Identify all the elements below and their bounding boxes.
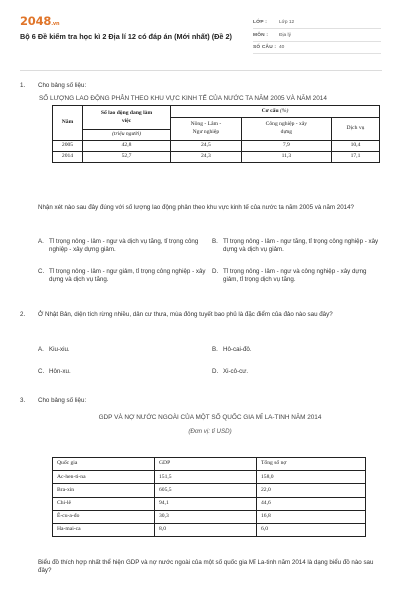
meta-label: SỐ CÂU : [253,45,277,51]
col-header-structure-label: Cơ cấu [261,107,279,114]
question-2 [20,311,382,386]
cell-gdp: 605,5 [155,484,257,497]
option-letter: D. [212,268,219,275]
cell-labor: 52,7 [83,152,171,163]
gdp-debt-table [52,457,366,537]
cell-debt: 158,0 [257,471,366,484]
option-letter: C. [38,268,45,275]
col-header-country: Quốc gia [53,458,155,471]
col-header-structure [171,106,380,118]
meta-panel [253,16,381,54]
cell-country: Ac-hen-ti-na [53,471,155,484]
col-header-industry [241,118,331,141]
meta-row-subject [253,29,381,42]
option-d[interactable] [212,368,382,376]
table-unit: (Đơn vị: tỉ USD) [188,428,232,435]
col-header-labor-unit: (triệu người) [83,130,171,141]
question-stem: Cho bảng số liệu: [38,397,87,404]
option-a[interactable] [38,346,208,354]
option-b[interactable] [212,238,382,255]
question-body [38,397,382,575]
table-row [53,497,366,510]
cell-debt: 22,0 [257,484,366,497]
cell-industry: 11,3 [241,152,331,163]
meta-label: LỚP : [253,19,268,25]
cell-labor: 42,8 [83,141,171,152]
col-header-service: Dịch vụ [331,118,379,141]
table-row [53,484,366,497]
cell-industry: 7,9 [241,141,331,152]
option-a[interactable] [38,238,208,255]
meta-row-count [253,42,381,55]
option-text: Tỉ trọng nông - lâm - ngư tăng, tỉ trọng công nghiệp - xây dựng và dịch vụ giảm. [223,238,379,254]
col-header-labor [83,106,171,130]
question-number: 2. [20,311,26,318]
option-letter: B. [212,238,218,245]
meta-row-class [253,16,381,29]
cell-service: 17,1 [331,152,379,163]
option-text: Tỉ trọng nông - lâm - ngư và công nghiệp - xây dựng giảm, tỉ trọng dịch vụ tăng. [223,268,367,284]
cell-service: 10,4 [331,141,379,152]
option-text: Xi-cô-cư. [223,368,249,375]
col-header-agri-line1: Nông - Lâm - [190,121,222,128]
question-body [38,82,382,284]
option-text: Hôn-xu. [49,368,71,375]
question-number: 1. [20,82,26,89]
option-letter: B. [212,346,218,353]
option-letter: D. [212,368,219,375]
option-c[interactable] [38,368,208,376]
table-title: GDP VÀ NỢ NƯỚC NGOÀI CỦA MỘT SỐ QUỐC GIA MĨ LA-TINH NĂM 2014 [98,414,322,422]
cell-year: 2005 [53,141,83,152]
table-header-row [53,458,366,471]
table-row [53,152,380,163]
cell-debt: 44,6 [257,497,366,510]
col-header-gdp: GDP [155,458,257,471]
cell-gdp: 94,1 [155,497,257,510]
meta-value: Lớp 12 [279,19,295,25]
question-text: Biểu đồ thích hợp nhất thể hiện GDP và nợ nước ngoài của một số quốc gia Mĩ La-tinh năm 2014 là dạng biểu đồ nào sau đây? [38,559,374,575]
question-1 [20,82,382,302]
cell-debt: 6,0 [257,523,366,536]
labor-table [52,105,380,163]
question-number: 3. [20,397,26,404]
cell-gdp: 30,3 [155,510,257,523]
question-3 [20,397,382,600]
cell-gdp: 8,0 [155,523,257,536]
cell-debt: 16,8 [257,510,366,523]
col-header-industry-line2: dựng [280,129,293,135]
option-letter: A. [38,238,44,245]
option-d[interactable] [212,268,382,285]
table-row [53,510,366,523]
cell-country: Ha-mai-ca [53,523,155,536]
question-stem: Ở Nhật Bản, diện tích rừng nhiều, dân cư thưa, mùa đông tuyết bao phủ là đặc điểm của đảo nào sau đây? [38,311,333,318]
question-stem: Cho bảng số liệu: [38,82,87,89]
table-row [53,471,366,484]
logo-tld: .vn [51,21,60,27]
option-text: Tỉ trọng nông - lâm - ngư giảm, tỉ trọng công nghiệp - xây dựng và dịch vụ tăng. [49,268,206,284]
col-header-agri-line2: Ngư nghiệp [192,129,220,135]
logo-main: 2048 [20,14,52,28]
option-b[interactable] [212,346,382,354]
cell-country: Bra-xin [53,484,155,497]
cell-gdp: 151,5 [155,471,257,484]
col-header-labor-line2: việc [121,117,132,124]
cell-country: Ê-cu-a-đo [53,510,155,523]
meta-value: 40 [279,45,285,51]
option-letter: C. [38,368,45,375]
cell-country: Chi-lê [53,497,155,510]
page-title: Bộ 6 Đề kiểm tra học kì 2 Địa lí 12 có đáp án (Mới nhất) (Đề 2) [20,32,232,41]
col-header-debt: Tổng số nợ [257,458,366,471]
option-text: Tỉ trọng nông - lâm - ngư và dịch vụ tăng, tỉ trọng công nghiệp - xây dựng giảm. [49,238,199,254]
meta-value: Địa lý [279,32,291,38]
col-header-industry-line1: Công nghiệp - xây [265,121,308,128]
option-letter: A. [38,346,44,353]
col-header-year: Năm [53,106,83,141]
question-body [38,311,382,375]
col-header-structure-unit: (%) [279,107,289,114]
cell-year: 2014 [53,152,83,163]
table-row [53,523,366,536]
meta-label: MÔN : [253,32,269,38]
table-row [53,141,380,152]
col-header-labor-line1: Số lao động đang làm [100,109,153,116]
option-c[interactable] [38,268,208,285]
option-text: Hô-cai-đô. [223,346,252,353]
question-text: Nhận xét nào sau đây đúng với số lượng lao động phân theo khu vực kinh tế của nước ta năm 2005 và năm 2014? [38,204,354,211]
header-divider [20,70,382,71]
table-title: SỐ LƯỢNG LAO ĐỘNG PHÂN THEO KHU VỰC KINH TẾ CỦA NƯỚC TA NĂM 2005 VÀ NĂM 2014 [39,95,327,103]
cell-agri: 24,3 [171,152,242,163]
option-text: Kiu-xiu. [49,346,70,353]
cell-agri: 24,5 [171,141,242,152]
site-logo[interactable] [20,14,59,30]
col-header-agri [171,118,242,141]
